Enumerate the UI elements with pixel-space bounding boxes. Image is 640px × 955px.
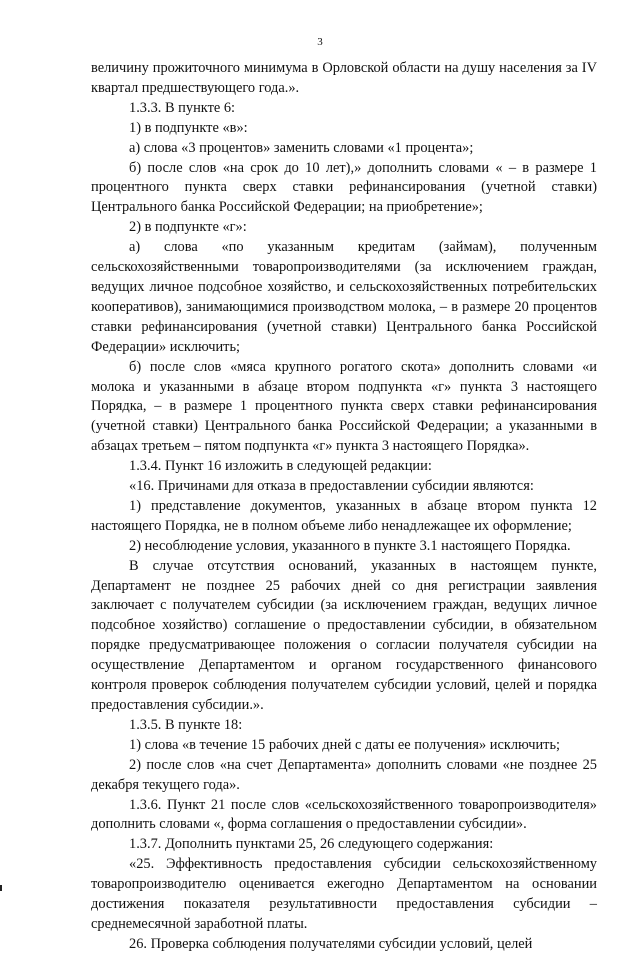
document-body <box>91 59 597 955</box>
paragraph-g-a: а) слова «по указанным кредитам (займам), полученным сельскохозяйственными товаропроизводителями (за исключением граждан, ведущих личное подсобное хозяйство, и сельскохозяйственных потребительских кооперативов), занимающимися производством молока, – в размере 20 процентов ставки рефинансирования (учетной ставки) Центрального банка Российской Федерации» исключить; <box>91 239 597 355</box>
paragraph-item-1-3-6: 1.3.6. Пункт 21 после слов «сельскохозяйственного товаропроизводителя» дополнить словами «, форма соглашения о предоставлении субсидии». <box>91 796 597 833</box>
paragraph-point-25: «25. Эффективность предоставления субсидии сельскохозяйственному товаропроизводителю оценивается ежегодно Департаментом на основании достижения показателя результативности предоставления субсидии – среднемесячной заработной платы. <box>91 856 597 932</box>
paragraph-point-16-agreement: В случае отсутствия оснований, указанных в настоящем пункте, Департамент не позднее 25 рабочих дней со дня регистрации заявления заключает с получателем субсидии (за исключением граждан, ведущих личное подсобное хозяйство) соглашение о предоставлении субсидии, в обязательном порядке предусматривающее положения о согласии получателя субсидии на осуществление Департаментом и органом государственного финансового контроля проверок соблюдения получателем субсидии условий, целей и порядка предоставления субсидии.». <box>91 557 597 713</box>
paragraph-subitem-g: 2) в подпункте «г»: <box>129 219 247 236</box>
paragraph-point-16-1: 1) представление документов, указанных в абзаце втором пункта 12 настоящего Порядка, не в полном объеме либо ненадлежащее их оформление; <box>91 497 597 534</box>
page-number: 3 <box>317 36 323 48</box>
paragraph-item-1-3-5: 1.3.5. В пункте 18: <box>129 716 243 733</box>
paragraph-point-18-2: 2) после слов «на счет Департамента» дополнить словами «не позднее 25 декабря текущего года». <box>91 756 597 793</box>
paragraph-g-b: б) после слов «мяса крупного рогатого скота» дополнить словами «и молока и указанными в абзаце втором подпункта «г» пункта 3 настоящего Порядка, – в размере 1 процентного пункта сверх ставки рефинансирования (учетной ставки) Центрального банка Российской Федерации; а указанными в абзацах третьем – пятом подпункта «г» пункта 3 настоящего Порядка». <box>91 358 597 455</box>
paragraph-point-18-1: 1) слова «в течение 15 рабочих дней с даты ее получения» исключить; <box>129 736 561 753</box>
paragraph-point-16: «16. Причинами для отказа в предоставлении субсидии являются: <box>129 478 534 495</box>
paragraph-item-1-3-7: 1.3.7. Дополнить пунктами 25, 26 следующего содержания: <box>129 836 494 853</box>
paragraph-v-a: а) слова «3 процентов» заменить словами «1 процента»; <box>129 139 474 156</box>
paragraph-point-16-2: 2) несоблюдение условия, указанного в пункте 3.1 настоящего Порядка. <box>129 537 571 554</box>
paragraph-item-1-3-3: 1.3.3. В пункте 6: <box>129 99 236 116</box>
paragraph-point-26: 26. Проверка соблюдения получателями субсидии условий, целей <box>129 935 533 952</box>
paragraph-continuation: величину прожиточного минимума в Орловской области на душу населения за IV квартал предшествующего года.». <box>91 60 597 96</box>
paragraph-subitem-v: 1) в подпункте «в»: <box>129 119 248 136</box>
paragraph-v-b: б) после слов «на срок до 10 лет),» дополнить словами « – в размере 1 процентного пункта сверх ставки рефинансирования (учетной ставки) Центрального банка Российской Федерации; на приобретение»; <box>91 159 597 216</box>
scan-artifact-mark <box>0 885 2 891</box>
paragraph-item-1-3-4: 1.3.4. Пункт 16 изложить в следующей редакции: <box>129 458 432 475</box>
